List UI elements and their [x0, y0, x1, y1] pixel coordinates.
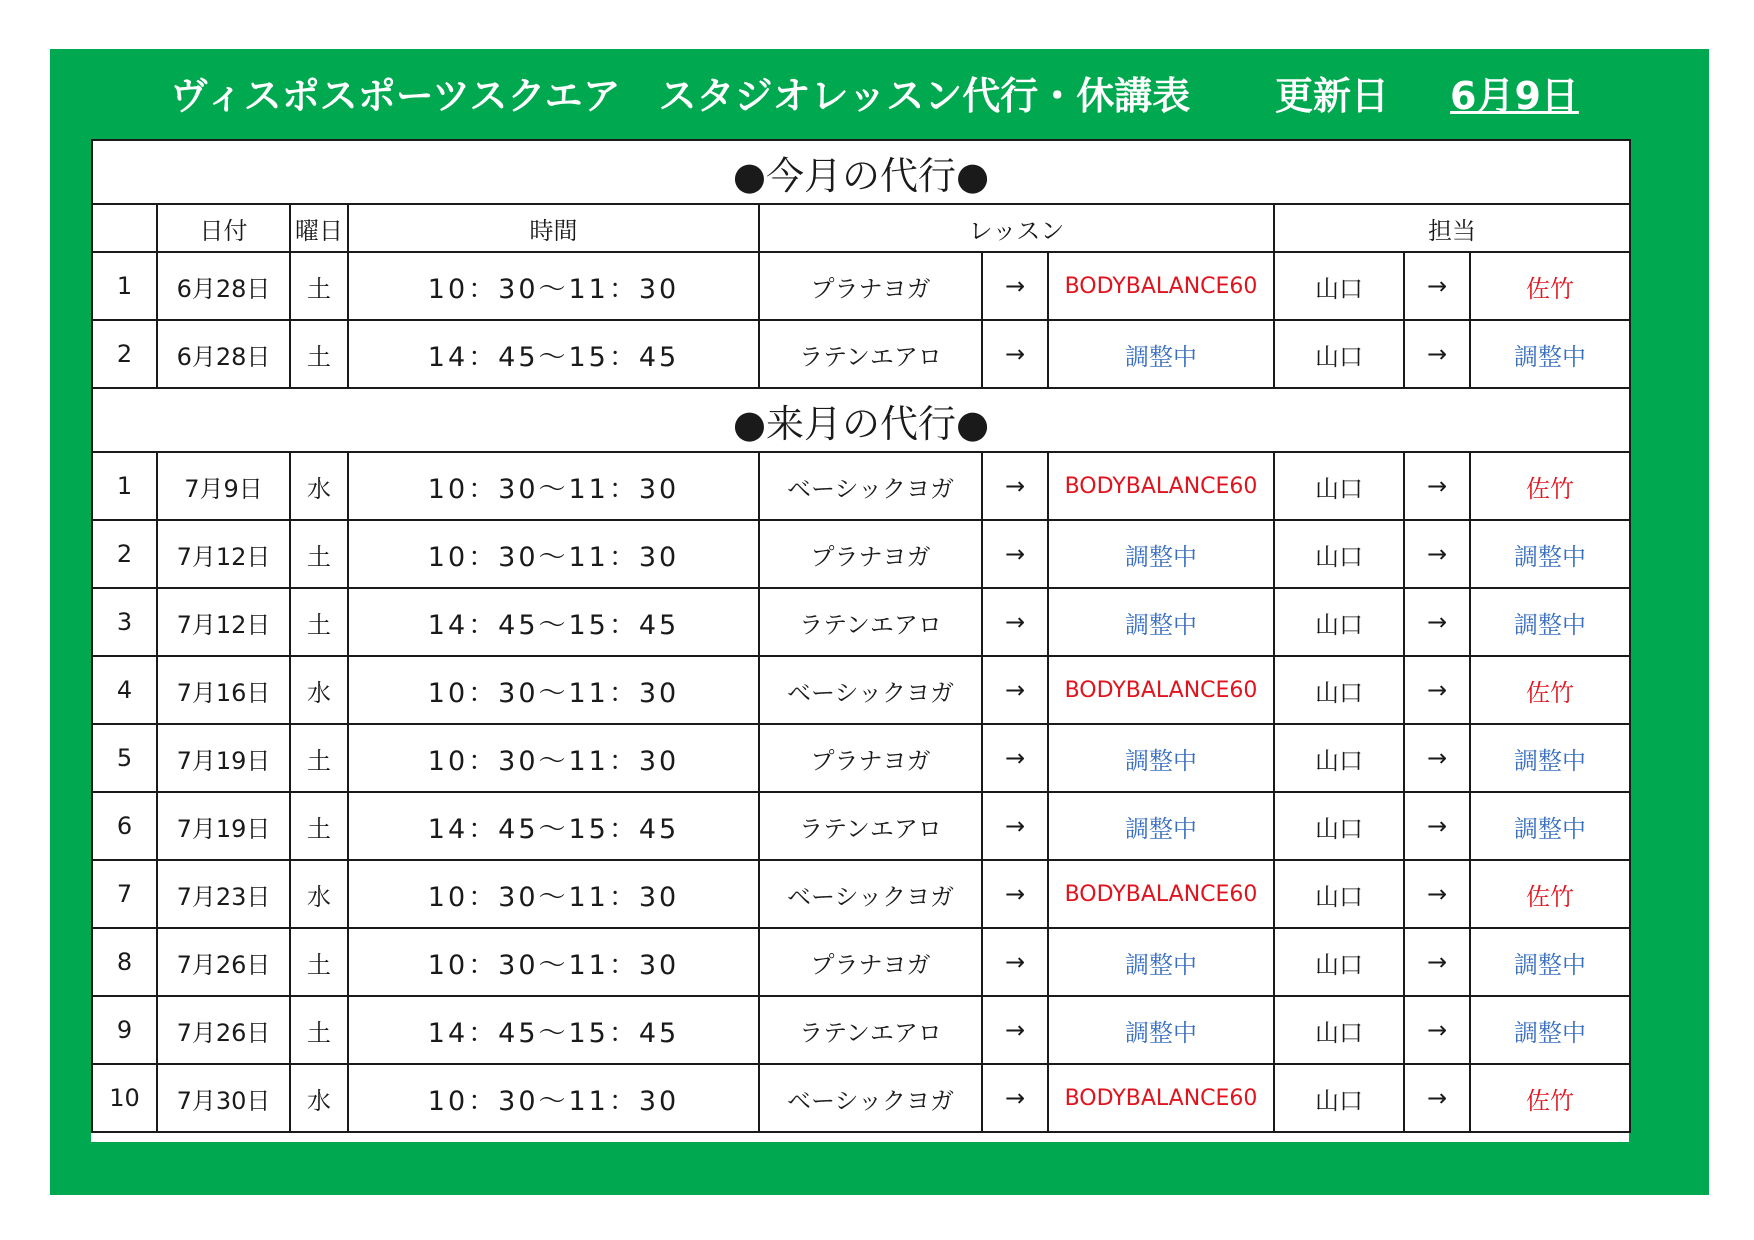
row-number: 2	[92, 320, 157, 388]
row-lesson-from: プラナヨガ	[759, 928, 982, 996]
table-row	[92, 860, 1630, 928]
row-date: 7月19日	[157, 792, 290, 860]
row-lesson-arrow: →	[982, 996, 1048, 1064]
row-instructor-from: 山口	[1274, 520, 1404, 588]
row-instructor-to: 佐竹	[1470, 1064, 1630, 1132]
row-lesson-from: プラナヨガ	[759, 520, 982, 588]
row-time: 10：30～11：30	[348, 252, 759, 320]
row-date: 6月28日	[157, 320, 290, 388]
table-row	[92, 452, 1630, 520]
row-lesson-to: 調整中	[1048, 320, 1274, 388]
row-lesson-arrow: →	[982, 792, 1048, 860]
table-row	[92, 928, 1630, 996]
page-title: ヴィスポスポーツスクエア スタジオレッスン代行・休講表	[170, 74, 1191, 118]
row-weekday: 土	[290, 588, 348, 656]
row-lesson-arrow: →	[982, 252, 1048, 320]
table-row	[92, 996, 1630, 1064]
row-lesson-arrow: →	[982, 928, 1048, 996]
row-weekday: 土	[290, 996, 348, 1064]
header-bar	[50, 49, 1709, 139]
row-lesson-arrow: →	[982, 724, 1048, 792]
row-time: 14：45～15：45	[348, 588, 759, 656]
row-instructor-to: 佐竹	[1470, 656, 1630, 724]
row-instructor-to: 調整中	[1470, 792, 1630, 860]
row-lesson-from: ベーシックヨガ	[759, 1064, 982, 1132]
row-instructor-to: 調整中	[1470, 588, 1630, 656]
table-row	[92, 656, 1630, 724]
row-instructor-to: 佐竹	[1470, 252, 1630, 320]
row-date: 7月23日	[157, 860, 290, 928]
row-lesson-to: BODYBALANCE60	[1048, 860, 1274, 928]
table-row	[92, 724, 1630, 792]
row-instructor-to: 調整中	[1470, 996, 1630, 1064]
row-date: 7月9日	[157, 452, 290, 520]
table-row	[92, 252, 1630, 320]
row-instructor-from: 山口	[1274, 860, 1404, 928]
row-number: 9	[92, 996, 157, 1064]
row-weekday: 水	[290, 860, 348, 928]
row-lesson-to: BODYBALANCE60	[1048, 252, 1274, 320]
section-next-month	[92, 388, 1630, 452]
section-this-month	[92, 140, 1630, 204]
row-instructor-arrow: →	[1404, 252, 1470, 320]
row-instructor-from: 山口	[1274, 656, 1404, 724]
row-lesson-to: BODYBALANCE60	[1048, 1064, 1274, 1132]
row-time: 14：45～15：45	[348, 320, 759, 388]
row-number: 3	[92, 588, 157, 656]
row-number: 4	[92, 656, 157, 724]
row-lesson-arrow: →	[982, 320, 1048, 388]
row-date: 7月19日	[157, 724, 290, 792]
table-body	[92, 140, 1630, 1132]
row-number: 1	[92, 252, 157, 320]
row-weekday: 水	[290, 452, 348, 520]
row-lesson-to: 調整中	[1048, 996, 1274, 1064]
row-lesson-to: 調整中	[1048, 792, 1274, 860]
row-number: 8	[92, 928, 157, 996]
updated-date: 6月9日	[1450, 74, 1579, 118]
row-instructor-arrow: →	[1404, 724, 1470, 792]
row-number: 1	[92, 452, 157, 520]
table-row	[92, 320, 1630, 388]
row-instructor-arrow: →	[1404, 452, 1470, 520]
section-title-this-month: ●今月の代行●	[92, 140, 1630, 204]
row-lesson-arrow: →	[982, 588, 1048, 656]
row-instructor-from: 山口	[1274, 928, 1404, 996]
row-number: 2	[92, 520, 157, 588]
row-weekday: 土	[290, 724, 348, 792]
row-date: 7月12日	[157, 520, 290, 588]
row-lesson-from: ベーシックヨガ	[759, 860, 982, 928]
col-header-date: 日付	[157, 204, 290, 252]
row-lesson-arrow: →	[982, 452, 1048, 520]
row-weekday: 土	[290, 252, 348, 320]
row-lesson-from: ベーシックヨガ	[759, 656, 982, 724]
row-instructor-from: 山口	[1274, 996, 1404, 1064]
table-row	[92, 520, 1630, 588]
row-lesson-from: プラナヨガ	[759, 252, 982, 320]
row-instructor-from: 山口	[1274, 724, 1404, 792]
row-weekday: 水	[290, 1064, 348, 1132]
row-instructor-arrow: →	[1404, 1064, 1470, 1132]
row-date: 7月12日	[157, 588, 290, 656]
row-instructor-from: 山口	[1274, 252, 1404, 320]
row-time: 10：30～11：30	[348, 860, 759, 928]
row-date: 7月16日	[157, 656, 290, 724]
row-lesson-arrow: →	[982, 520, 1048, 588]
row-instructor-from: 山口	[1274, 588, 1404, 656]
col-header-no	[92, 204, 157, 252]
row-number: 6	[92, 792, 157, 860]
row-lesson-arrow: →	[982, 656, 1048, 724]
row-lesson-to: BODYBALANCE60	[1048, 452, 1274, 520]
row-date: 6月28日	[157, 252, 290, 320]
row-time: 10：30～11：30	[348, 1064, 759, 1132]
row-weekday: 水	[290, 656, 348, 724]
row-lesson-from: ラテンエアロ	[759, 588, 982, 656]
row-lesson-to: 調整中	[1048, 588, 1274, 656]
row-lesson-to: 調整中	[1048, 520, 1274, 588]
row-instructor-arrow: →	[1404, 996, 1470, 1064]
row-lesson-to: 調整中	[1048, 724, 1274, 792]
row-instructor-arrow: →	[1404, 792, 1470, 860]
col-header-weekday: 曜日	[290, 204, 348, 252]
row-instructor-arrow: →	[1404, 860, 1470, 928]
col-header-instructor: 担当	[1274, 204, 1630, 252]
updated-label: 更新日	[1275, 74, 1390, 118]
row-instructor-arrow: →	[1404, 928, 1470, 996]
column-header-row	[92, 204, 1630, 252]
row-instructor-from: 山口	[1274, 320, 1404, 388]
section-title-next-month: ●来月の代行●	[92, 388, 1630, 452]
row-time: 10：30～11：30	[348, 724, 759, 792]
row-instructor-from: 山口	[1274, 452, 1404, 520]
row-lesson-from: ラテンエアロ	[759, 996, 982, 1064]
row-time: 14：45～15：45	[348, 792, 759, 860]
col-header-lesson: レッスン	[759, 204, 1274, 252]
row-lesson-from: ラテンエアロ	[759, 792, 982, 860]
row-instructor-arrow: →	[1404, 656, 1470, 724]
row-lesson-from: ラテンエアロ	[759, 320, 982, 388]
row-lesson-from: ベーシックヨガ	[759, 452, 982, 520]
substitution-table	[91, 139, 1631, 1133]
table-row	[92, 792, 1630, 860]
row-lesson-arrow: →	[982, 860, 1048, 928]
row-date: 7月26日	[157, 996, 290, 1064]
row-date: 7月30日	[157, 1064, 290, 1132]
row-instructor-from: 山口	[1274, 1064, 1404, 1132]
row-date: 7月26日	[157, 928, 290, 996]
row-weekday: 土	[290, 320, 348, 388]
row-time: 10：30～11：30	[348, 452, 759, 520]
row-instructor-to: 調整中	[1470, 724, 1630, 792]
table-row	[92, 1064, 1630, 1132]
row-time: 10：30～11：30	[348, 520, 759, 588]
row-lesson-arrow: →	[982, 1064, 1048, 1132]
row-weekday: 土	[290, 928, 348, 996]
row-number: 5	[92, 724, 157, 792]
row-lesson-to: 調整中	[1048, 928, 1274, 996]
row-instructor-arrow: →	[1404, 320, 1470, 388]
row-time: 10：30～11：30	[348, 928, 759, 996]
row-instructor-to: 調整中	[1470, 928, 1630, 996]
row-instructor-arrow: →	[1404, 588, 1470, 656]
col-header-time: 時間	[348, 204, 759, 252]
row-instructor-to: 佐竹	[1470, 860, 1630, 928]
schedule-sheet	[91, 139, 1629, 1142]
row-lesson-from: プラナヨガ	[759, 724, 982, 792]
row-time: 14：45～15：45	[348, 996, 759, 1064]
row-weekday: 土	[290, 792, 348, 860]
row-instructor-to: 調整中	[1470, 520, 1630, 588]
table-row	[92, 588, 1630, 656]
row-lesson-to: BODYBALANCE60	[1048, 656, 1274, 724]
row-number: 10	[92, 1064, 157, 1132]
row-instructor-from: 山口	[1274, 792, 1404, 860]
row-time: 10：30～11：30	[348, 656, 759, 724]
row-number: 7	[92, 860, 157, 928]
row-instructor-arrow: →	[1404, 520, 1470, 588]
row-weekday: 土	[290, 520, 348, 588]
row-instructor-to: 調整中	[1470, 320, 1630, 388]
row-instructor-to: 佐竹	[1470, 452, 1630, 520]
